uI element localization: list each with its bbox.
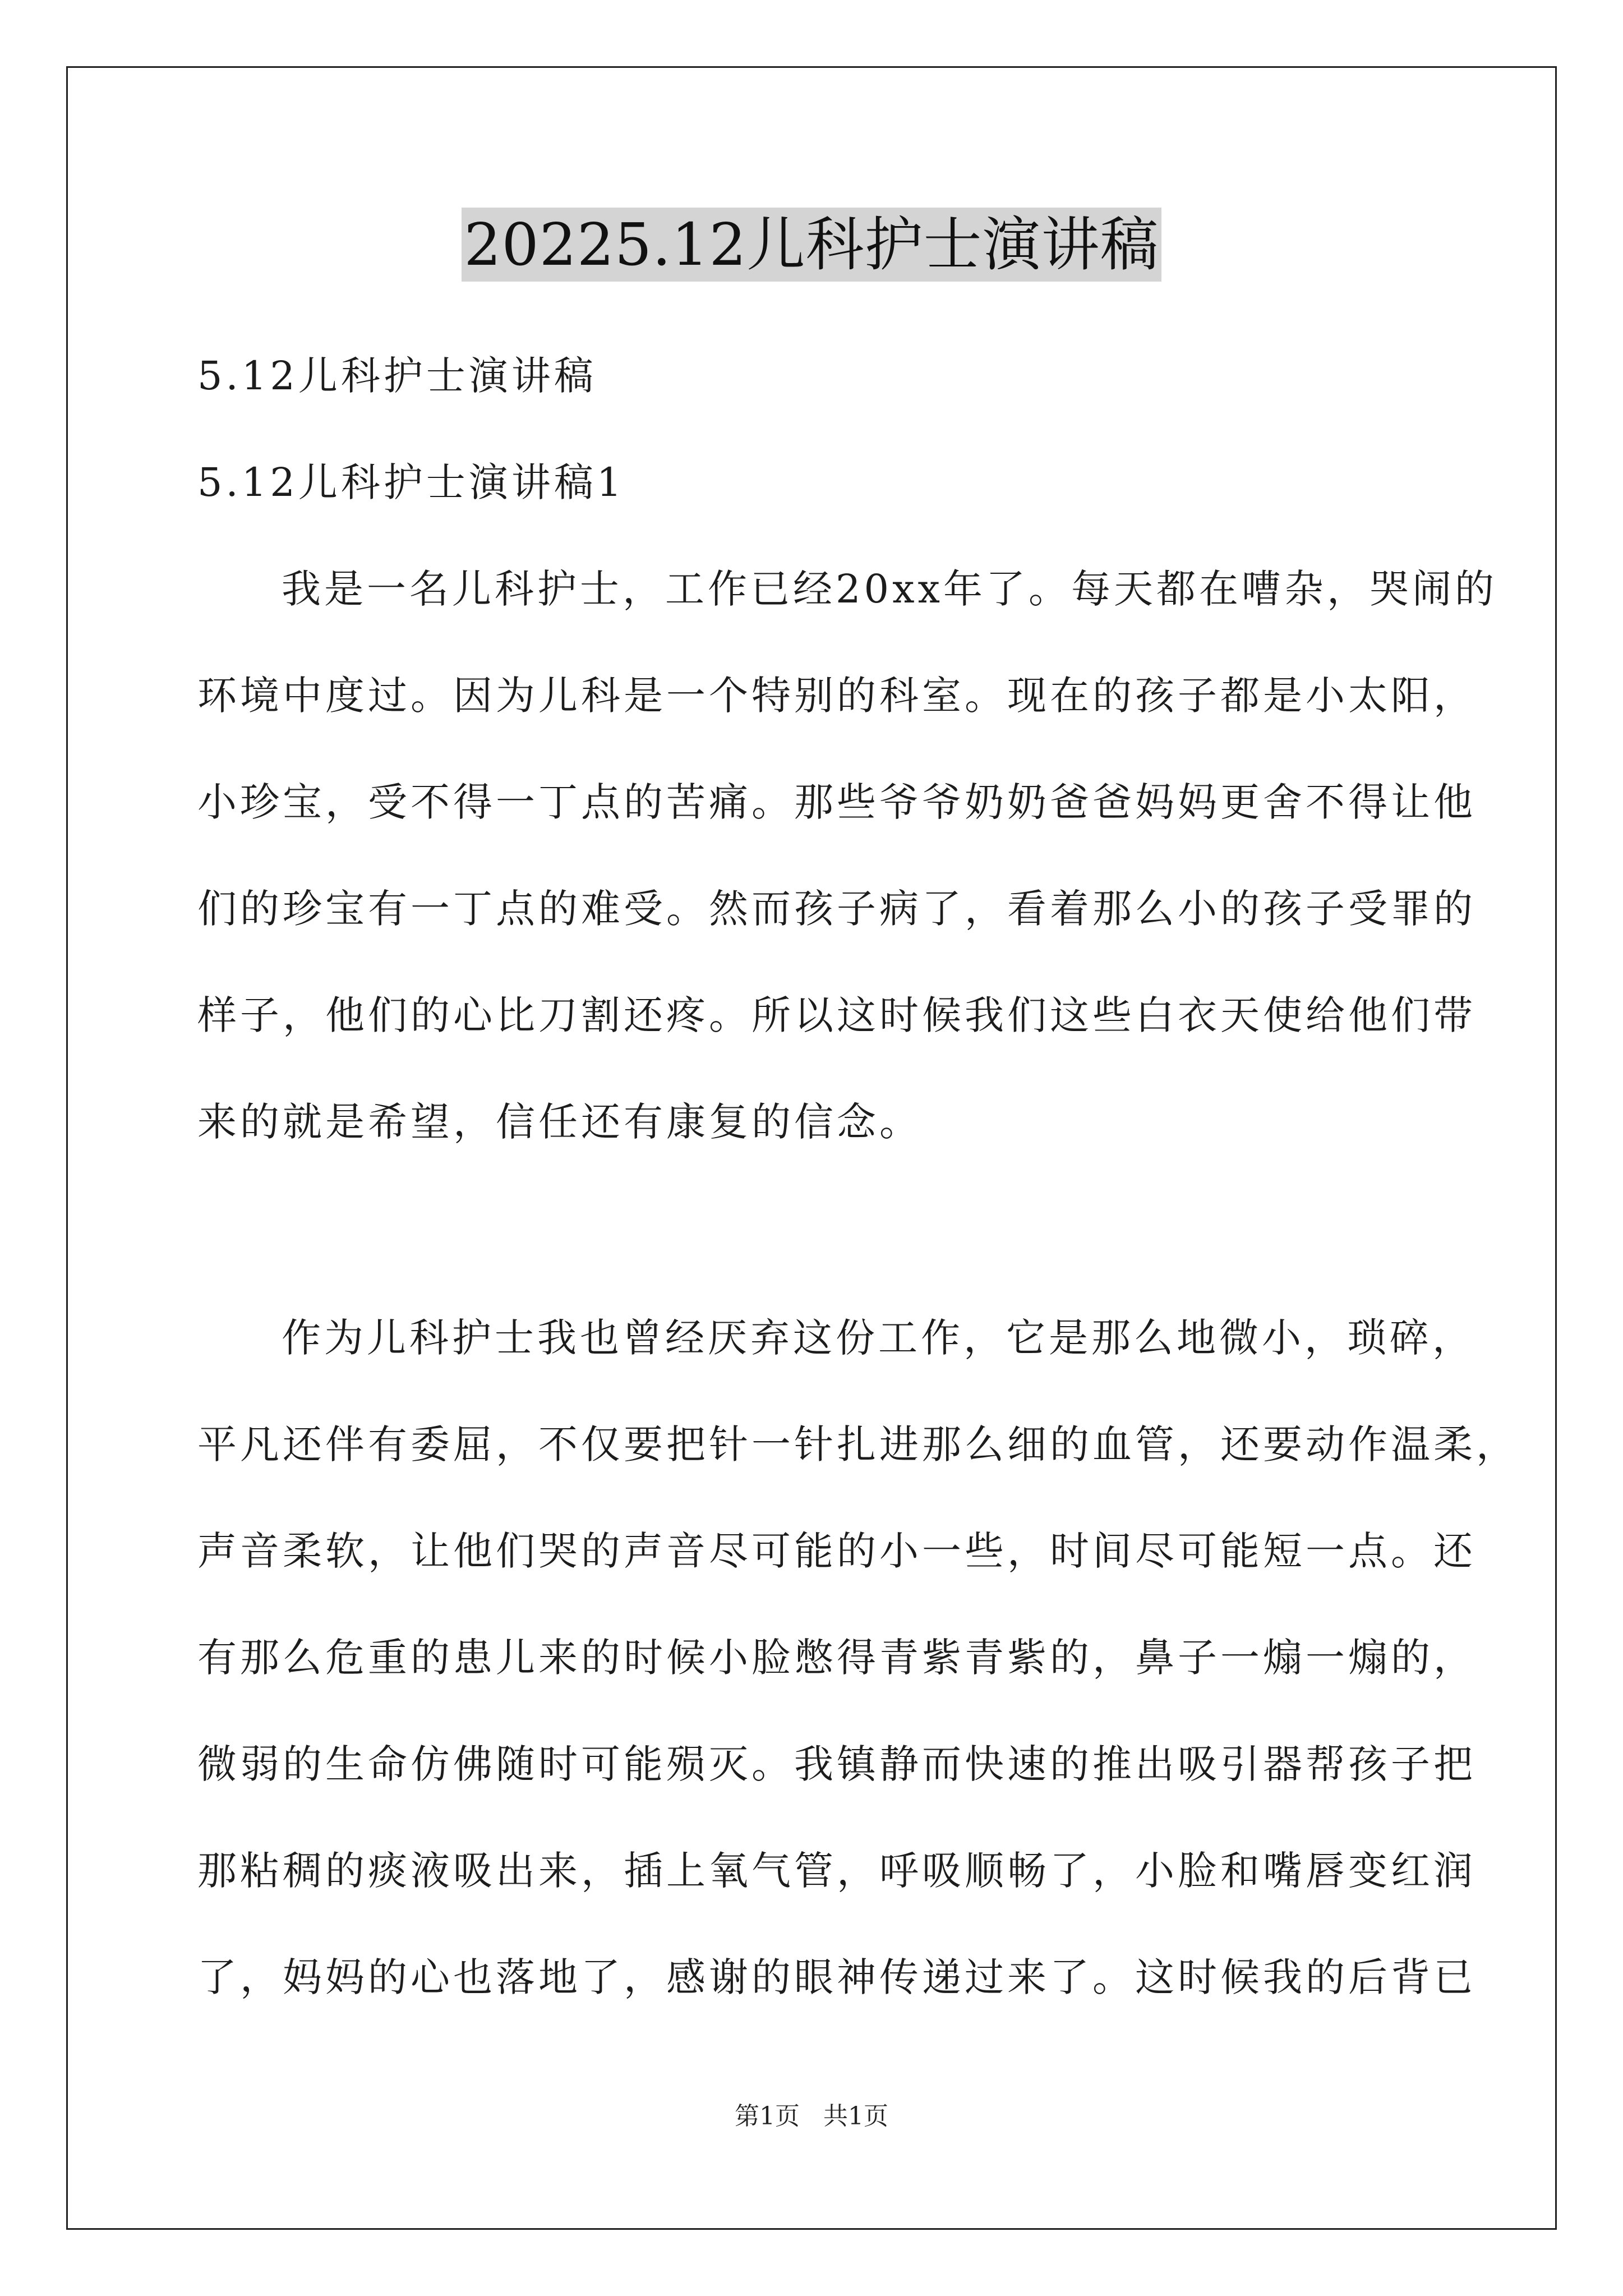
title-container (0, 208, 1623, 282)
paragraph-line: 来的就是希望，信任还有康复的信念。 (197, 1099, 922, 1145)
paragraph-line: 声音柔软，让他们哭的声音尽可能的小一些，时间尽可能短一点。还 (197, 1528, 1476, 1574)
section-heading: 5.12儿科护士演讲稿1 (197, 459, 625, 505)
paragraph-line: 了，妈妈的心也落地了，感谢的眼神传递过来了。这时候我的后背已 (197, 1954, 1476, 2000)
paragraph-line: 环境中度过。因为儿科是一个特别的科室。现在的孩子都是小太阳， (197, 673, 1476, 719)
page-number: 第1页 (735, 2102, 800, 2131)
page-footer (0, 2101, 1623, 2132)
document-title: 20225.12儿科护士演讲稿 (462, 208, 1161, 282)
paragraph-line: 微弱的生命仿佛随时可能殒灭。我镇静而快速的推出吸引器帮孩子把 (197, 1741, 1476, 1787)
paragraph-line: 我是一名儿科护士，工作已经20xx年了。每天都在嘈杂，哭闹的 (282, 566, 1498, 612)
paragraph-line: 们的珍宝有一丁点的难受。然而孩子病了，看着那么小的孩子受罪的 (197, 886, 1476, 932)
paragraph-line: 那粘稠的痰液吸出来，插上氧气管，呼吸顺畅了，小脸和嘴唇变红润 (197, 1848, 1476, 1894)
paragraph-line: 作为儿科护士我也曾经厌弃这份工作，它是那么地微小，琐碎， (282, 1315, 1475, 1361)
paragraph-line: 样子，他们的心比刀割还疼。所以这时候我们这些白衣天使给他们带 (197, 992, 1476, 1038)
page-total: 共1页 (823, 2102, 888, 2131)
paragraph-line: 平凡还伴有委屈，不仅要把针一针扎进那么细的血管，还要动作温柔， (197, 1421, 1519, 1467)
document-subtitle: 5.12儿科护士演讲稿 (197, 353, 597, 399)
paragraph-line: 有那么危重的患儿来的时候小脸憋得青紫青紫的，鼻子一煽一煽的， (197, 1635, 1476, 1681)
paragraph-line: 小珍宝，受不得一丁点的苦痛。那些爷爷奶奶爸爸妈妈更舍不得让他 (197, 779, 1476, 825)
